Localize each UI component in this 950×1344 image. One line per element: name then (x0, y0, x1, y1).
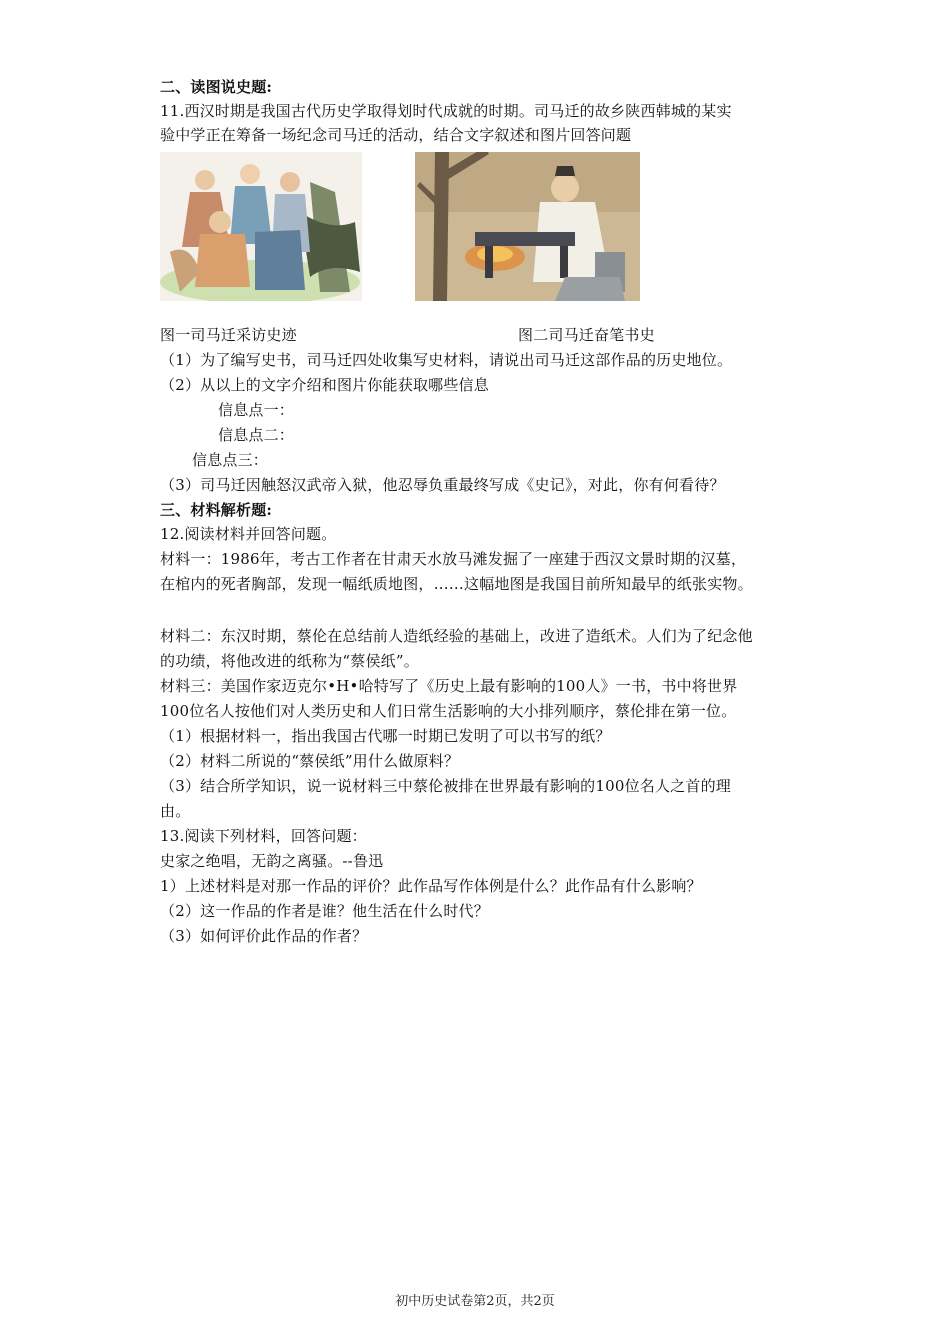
figure-1-caption: 图一司马迁采访史迹 (160, 326, 297, 344)
q11-stem-line1: 11.西汉时期是我国古代历史学取得划时代成就的时期。司马迁的故乡陕西韩城的某实 (160, 102, 732, 120)
q13-sub1: 1）上述材料是对那一作品的评价？此作品写作体例是什么？此作品有什么影响？ (160, 877, 702, 895)
q11-sub1: （1）为了编写史书，司马迁四处收集写史材料，请说出司马迁这部作品的历史地位。 (160, 351, 733, 369)
q12-sub1: （1）根据材料一，指出我国古代哪一时期已发明了可以书写的纸？ (160, 727, 611, 745)
q12-material1-line2: 在棺内的死者胸部，发现一幅纸质地图，……这幅地图是我国目前所知最早的纸张实物。 (160, 575, 753, 593)
q12-sub3-line1: （3）结合所学知识，说一说材料三中蔡伦被排在世界最有影响的100位名人之首的理 (160, 777, 731, 795)
q13-sub2: （2）这一作品的作者是谁？他生活在什么时代？ (160, 902, 489, 920)
q11-info3: 信息点三： (192, 451, 269, 469)
q13-stem: 13.阅读下列材料，回答问题： (160, 827, 367, 845)
q11-info2: 信息点二： (218, 426, 295, 444)
section-heading-2: 二、读图说史题: (160, 78, 273, 96)
q11-info1: 信息点一： (218, 401, 295, 419)
page-footer: 初中历史试卷第2页，共2页 (395, 1294, 555, 1309)
figure-1-image (160, 152, 362, 301)
figure-2-caption: 图二司马迁奋笔书史 (518, 326, 655, 344)
q12-material3-line1: 材料三：美国作家迈克尔•H•哈特写了《历史上最有影响的100人》一书，书中将世界 (160, 677, 738, 695)
q12-material1-line1: 材料一：1986年，考古工作者在甘肃天水放马滩发掘了一座建于西汉文景时期的汉墓， (160, 550, 747, 568)
q11-sub2: （2）从以上的文字介绍和图片你能获取哪些信息 (160, 376, 489, 394)
q12-sub2: （2）材料二所说的“蔡侯纸”用什么做原料？ (160, 752, 460, 770)
figure-2-image (415, 152, 640, 301)
q12-material3-line2: 100位名人按他们对人类历史和人们日常生活影响的大小排列顺序，蔡伦排在第一位。 (160, 702, 737, 720)
q12-stem: 12.阅读材料并回答问题。 (160, 525, 337, 543)
q11-stem-line2: 验中学正在筹备一场纪念司马迁的活动，结合文字叙述和图片回答问题 (160, 126, 632, 144)
q12-material2-line1: 材料二：东汉时期，蔡伦在总结前人造纸经验的基础上，改进了造纸术。人们为了纪念他 (160, 627, 753, 645)
q13-sub3: （3）如何评价此作品的作者？ (160, 927, 368, 945)
q11-sub3: （3）司马迁因触怒汉武帝入狱，他忍辱负重最终写成《史记》，对此，你有何看待？ (160, 476, 725, 494)
q12-material2-line2: 的功绩，将他改进的纸称为“蔡侯纸”。 (160, 652, 419, 670)
section-heading-3: 三、材料解析题: (160, 501, 273, 519)
q13-quote: 史家之绝唱，无韵之离骚。--鲁迅 (160, 852, 384, 870)
q12-sub3-line2: 由。 (160, 802, 191, 820)
